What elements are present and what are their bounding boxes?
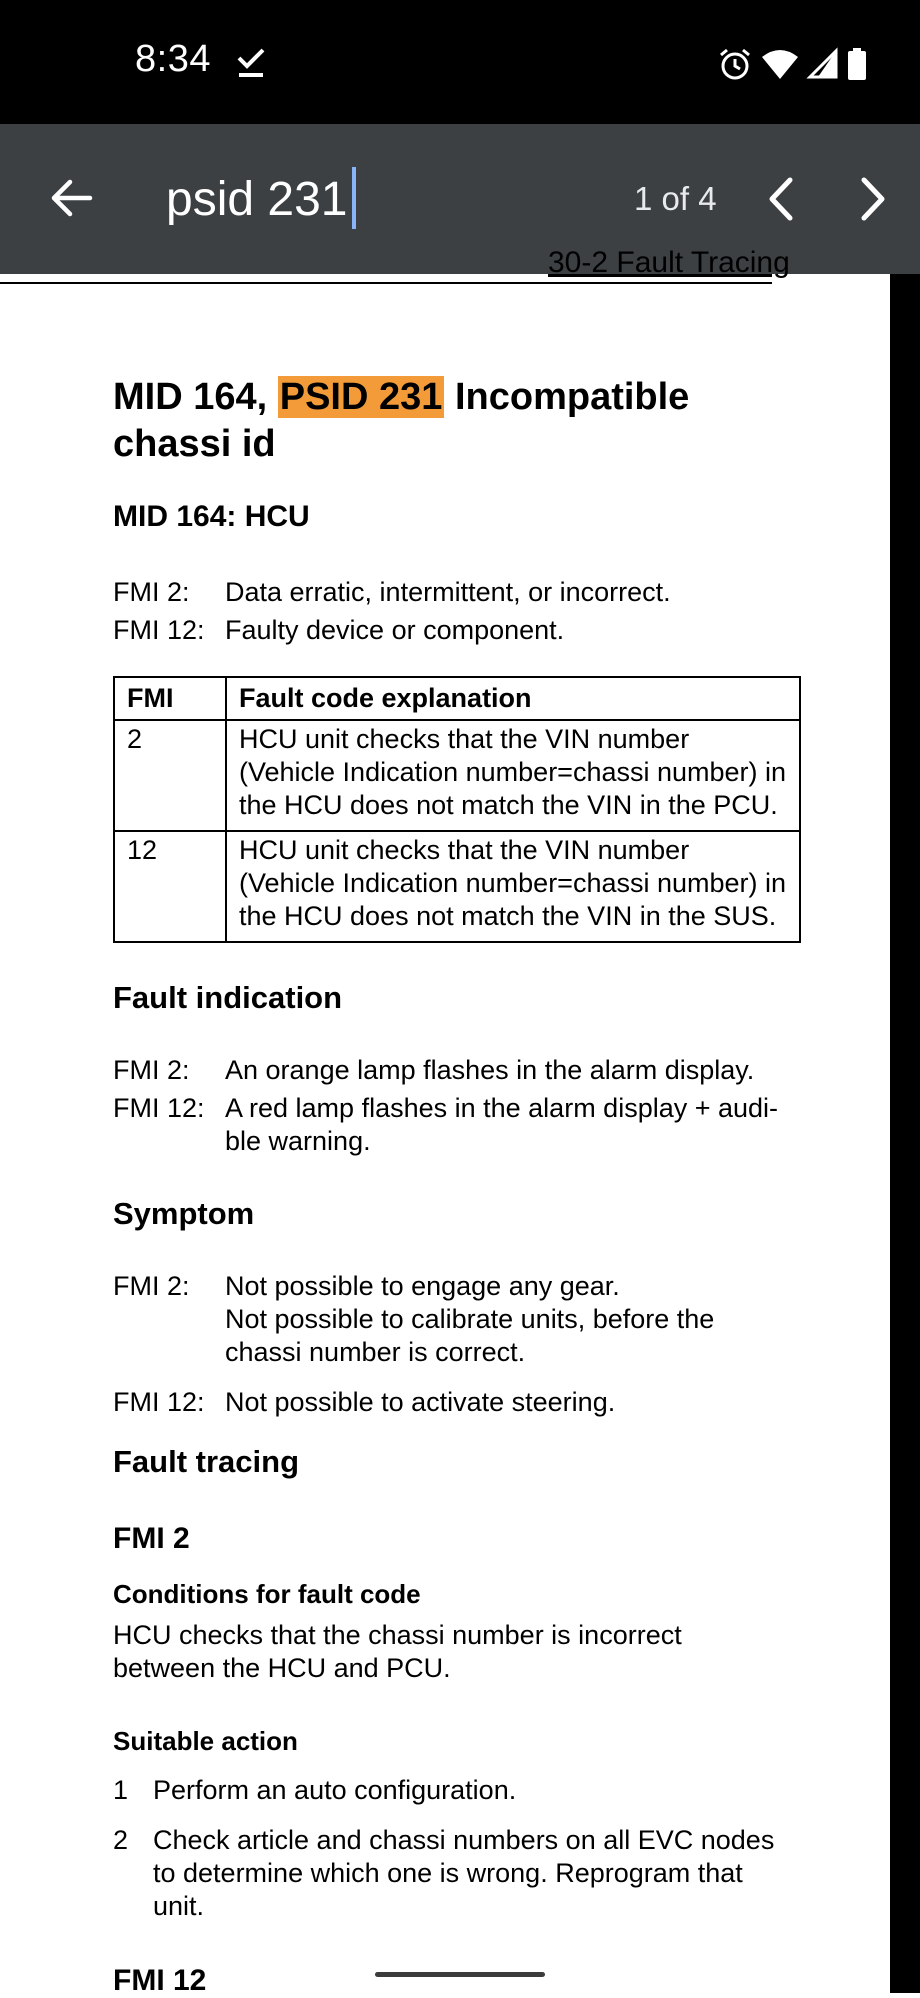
page-edge [890,274,920,1993]
status-bar [0,0,920,124]
fmi-code: FMI 12: [113,615,205,645]
document-page[interactable] [0,246,890,1997]
fmi2-heading: FMI 2 [113,1522,190,1555]
back-arrow-icon[interactable] [46,173,96,223]
symptom-item [113,1270,765,1369]
table-row [114,831,800,942]
fmi-code: FMI 2: [113,577,190,607]
step-text: Perform an auto configuration. [153,1775,517,1805]
table-cell-explanation: HCU unit checks that the VIN number (Vehicle Indication number=chassi number) in the HCU does not match the VIN in the SUS. [226,831,800,942]
table-row [114,720,800,831]
table-cell-explanation: HCU unit checks that the VIN number (Vehicle Indication number=chassi number) in the HCU does not match the VIN in the PCU. [226,720,800,831]
match-count: 1 of 4 [634,180,717,217]
status-icons [718,44,866,84]
table-cell-fmi: 12 [114,831,226,942]
home-indicator[interactable] [375,1972,545,1977]
fmi-code: FMI 2: [113,1271,190,1301]
header-rule [0,282,772,284]
text-caret [352,167,356,229]
battery-icon [848,48,866,80]
conditions-heading: Conditions for fault code [113,1579,421,1609]
fault-indication-heading: Fault indication [113,980,343,1015]
symptom-heading: Symptom [113,1196,255,1231]
symptom-line: Not possible to engage any gear. [225,1271,620,1301]
step-number: 2 [113,1825,129,1855]
chevron-left-icon[interactable] [758,174,804,224]
title-suffix: Incompatible chassi id [113,376,690,465]
fault-tracing-heading: Fault tracing [113,1444,300,1479]
fmi-code: FMI 2: [113,1055,190,1085]
wifi-icon [762,49,798,79]
download-done-icon [236,46,266,80]
step-number: 1 [113,1775,129,1805]
mid-heading: MID 164: HCU [113,500,310,533]
conditions-text: HCU checks that the chassi number is incorrect between the HCU and PCU. [113,1620,682,1683]
action-step [113,1774,793,1807]
symptom-item [113,1386,805,1419]
fmi-code: FMI 12: [113,1387,205,1417]
suitable-action-heading: Suitable action [113,1726,298,1756]
status-time: 8:34 [135,38,211,80]
page-title [113,374,793,468]
fmi-text: Not possible to activate steering. [225,1387,616,1417]
step-text: Check article and chassi numbers on all EVC nodes to determine which one is wrong. Reprogram that unit. [153,1825,775,1921]
fmi-text: A red lamp flashes in the alarm display + audi-ble warning. [225,1093,779,1156]
action-step [113,1824,783,1923]
table-header-explanation: Fault code explanation [226,677,800,720]
fault-indication-item [113,1054,805,1087]
alarm-icon [718,47,752,81]
fault-code-table [113,676,801,943]
signal-icon [808,49,838,79]
chevron-right-icon[interactable] [850,174,896,224]
fmi-code: FMI 12: [113,1093,205,1123]
fmi-def-row [113,576,805,609]
fmi-text: An orange lamp flashes in the alarm display. [225,1055,755,1085]
search-input[interactable] [166,167,586,231]
table-cell-fmi: 2 [114,720,226,831]
symptom-line: Not possible to calibrate units, before the chassi number is correct. [225,1304,715,1367]
table-header-row [114,677,800,720]
fmi12-heading: FMI 12 [113,1964,207,1997]
search-highlight: PSID 231 [279,376,443,418]
table-header-fmi: FMI [114,677,226,720]
fmi-text: Data erratic, intermittent, or incorrect. [225,577,671,607]
fmi-def-row [113,614,805,647]
fmi-text: Faulty device or component. [225,615,565,645]
fault-indication-item [113,1092,795,1158]
title-prefix: MID 164, [113,376,278,418]
running-head: 30-2 Fault Tracing [548,246,790,279]
fmi-text [225,1270,765,1369]
